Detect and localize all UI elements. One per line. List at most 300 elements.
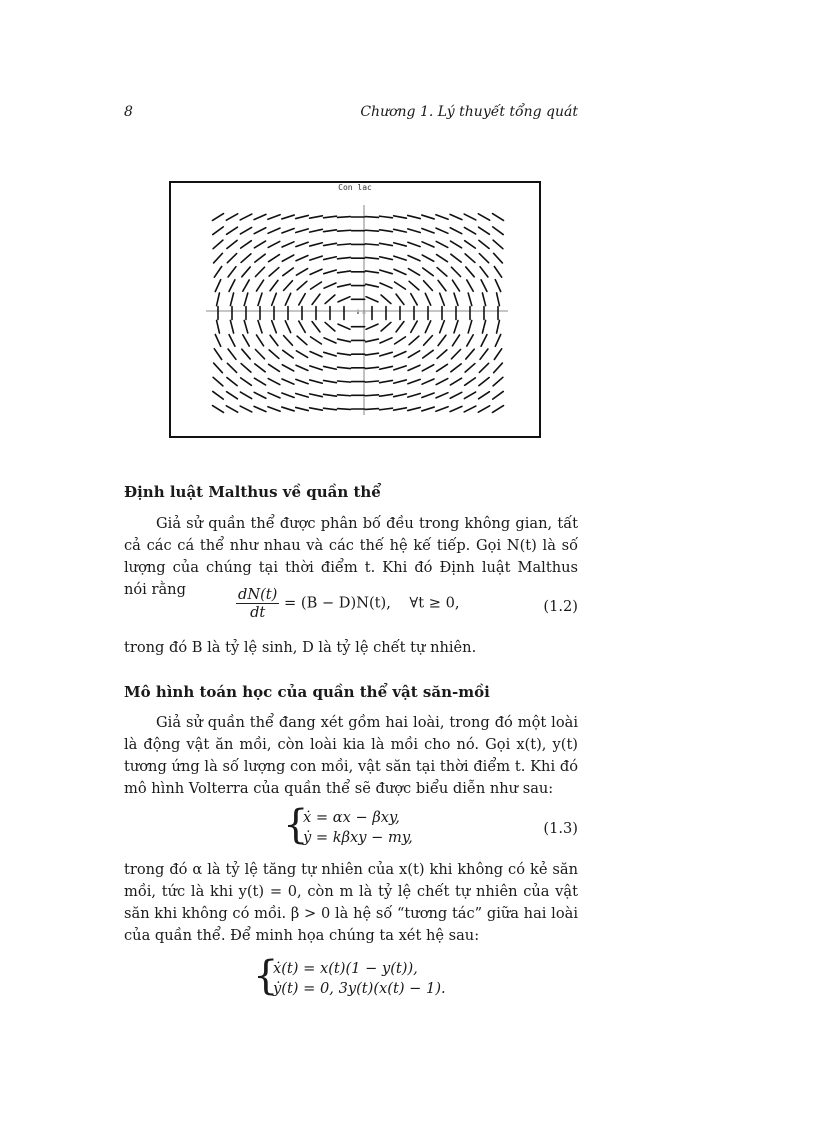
field-arrow bbox=[284, 281, 293, 291]
field-arrow bbox=[394, 394, 407, 397]
field-arrow bbox=[450, 228, 462, 234]
field-arrow bbox=[283, 350, 294, 358]
field-arrow bbox=[450, 392, 462, 398]
field-arrow bbox=[380, 257, 393, 260]
paragraph-volterra-where: trong đó α là tỷ lệ tăng tự nhiên của x(t) khi không có kẻ săn mồi, tức là khi y(t) = 0, còn m là tỷ lệ chết tự nhiên của vật săn khi không có mồi. β > 0 là hệ số “tương tác” giữa hai loài của quần thể. Để minh họa chúng ta xét hệ sau: bbox=[124, 861, 578, 944]
field-arrow bbox=[366, 381, 379, 382]
field-arrow bbox=[310, 394, 323, 397]
field-arrow bbox=[452, 280, 459, 291]
field-arrow bbox=[324, 394, 337, 396]
field-arrow bbox=[284, 336, 293, 346]
field-arrow bbox=[254, 228, 266, 234]
field-arrow bbox=[394, 269, 406, 274]
section-heading-predator-prey: Mô hình toán học của quần thể vật săn-mồi bbox=[124, 683, 490, 701]
section-heading-malthus: Định luật Malthus về quần thể bbox=[124, 483, 381, 501]
field-arrow bbox=[482, 320, 485, 333]
field-arrow bbox=[497, 320, 500, 333]
field-arrow bbox=[229, 335, 235, 347]
page-number: 8 bbox=[124, 104, 133, 120]
field-arrow bbox=[213, 391, 224, 399]
field-arrow bbox=[492, 214, 503, 221]
field-arrow bbox=[423, 268, 434, 276]
field-arrow bbox=[324, 408, 337, 410]
field-arrow bbox=[495, 335, 500, 347]
field-arrow bbox=[229, 280, 235, 292]
field-arrow bbox=[494, 363, 503, 373]
field-arrow bbox=[255, 349, 264, 358]
equation-label-1-2: (1.2) bbox=[543, 598, 578, 615]
field-arrow bbox=[494, 266, 501, 277]
field-arrow bbox=[497, 293, 500, 306]
field-arrow bbox=[494, 349, 501, 360]
field-arrow bbox=[381, 295, 391, 304]
field-arrow bbox=[422, 242, 434, 247]
field-arrow bbox=[481, 335, 487, 347]
field-arrow bbox=[324, 216, 337, 218]
field-arrow bbox=[380, 408, 393, 410]
field-arrow bbox=[310, 380, 323, 383]
field-arrow bbox=[324, 338, 336, 343]
field-arrow bbox=[451, 254, 461, 262]
field-arrow bbox=[366, 257, 379, 258]
field-arrow bbox=[299, 321, 305, 332]
field-arrow bbox=[394, 243, 407, 246]
field-arrow bbox=[230, 293, 233, 306]
field-arrow bbox=[214, 266, 221, 277]
field-arrow bbox=[452, 335, 459, 346]
field-arrow bbox=[282, 407, 294, 411]
field-arrow bbox=[282, 365, 293, 371]
field-arrow bbox=[268, 407, 280, 412]
field-arrow bbox=[299, 294, 305, 305]
field-arrow bbox=[467, 280, 473, 291]
field-arrow bbox=[440, 321, 445, 333]
paragraph-volterra-intro: Giả sử quần thể đang xét gồm hai loài, trong đó một loài là động vật ăn mồi, còn loài kia là mồi cho nó. Gọi x(t), y(t) tương ứng là số lượng con mồi, vật săn tại thời điểm t. Khi đó mô hình Volterra của quần thể sẽ được biểu diễn như sau: bbox=[124, 714, 578, 797]
system-brace-example: { bbox=[253, 953, 279, 999]
field-arrow bbox=[215, 335, 220, 347]
field-arrow bbox=[258, 293, 262, 305]
field-arrow bbox=[338, 217, 351, 218]
field-arrow bbox=[312, 294, 320, 304]
field-arrow bbox=[270, 335, 278, 345]
field-arrow bbox=[296, 393, 308, 397]
field-arrow bbox=[380, 216, 393, 218]
field-arrow bbox=[242, 267, 250, 277]
field-arrow bbox=[254, 392, 266, 398]
paragraph-malthus-where: trong đó B là tỷ lệ sinh, D là tỷ lệ chết tự nhiên. bbox=[124, 639, 477, 656]
field-arrow bbox=[310, 269, 322, 274]
field-arrow bbox=[310, 229, 323, 232]
field-arrow bbox=[310, 243, 323, 246]
field-arrow bbox=[409, 336, 419, 345]
field-arrow bbox=[268, 393, 280, 398]
field-arrow bbox=[311, 282, 322, 289]
field-arrow bbox=[212, 214, 223, 221]
field-arrow bbox=[366, 409, 379, 410]
field-arrow bbox=[296, 242, 308, 246]
field-arrow bbox=[213, 240, 223, 249]
field-arrow bbox=[285, 293, 290, 305]
field-arrow bbox=[366, 271, 379, 273]
field-arrow bbox=[366, 244, 379, 245]
field-arrow bbox=[268, 379, 280, 385]
field-arrow bbox=[437, 364, 448, 371]
field-arrow bbox=[217, 293, 220, 306]
system-brace-1-3: { bbox=[283, 802, 309, 848]
field-arrow bbox=[408, 379, 420, 383]
field-arrow bbox=[464, 406, 476, 412]
field-arrow bbox=[270, 280, 278, 290]
field-arrow bbox=[213, 377, 223, 386]
field-arrow bbox=[296, 269, 307, 276]
field-arrow bbox=[268, 215, 280, 220]
field-arrow bbox=[396, 322, 404, 332]
field-arrow bbox=[436, 393, 448, 398]
field-arrow bbox=[454, 293, 458, 305]
field-arrow bbox=[285, 321, 290, 333]
field-arrow bbox=[366, 339, 379, 342]
field-arrow bbox=[381, 322, 391, 331]
field-arrow bbox=[436, 379, 448, 385]
field-arrow bbox=[436, 407, 448, 412]
field-arrow bbox=[467, 335, 473, 346]
field-arrow bbox=[338, 257, 351, 258]
field-arrow bbox=[425, 321, 430, 333]
field-arrow bbox=[422, 407, 434, 411]
field-arrow bbox=[240, 406, 252, 412]
field-arrow bbox=[380, 338, 392, 343]
field-arrow bbox=[478, 214, 489, 220]
field-arrow bbox=[338, 381, 351, 382]
field-arrow bbox=[338, 271, 351, 273]
field-arrow bbox=[408, 393, 420, 397]
field-arrow bbox=[394, 256, 406, 260]
field-arrow bbox=[492, 406, 503, 413]
field-arrow bbox=[338, 409, 351, 410]
field-arrow bbox=[411, 294, 417, 305]
field-arrow bbox=[214, 253, 223, 263]
field-arrow bbox=[408, 242, 420, 246]
field-arrow bbox=[366, 297, 378, 302]
field-arrow bbox=[241, 254, 251, 263]
field-arrow bbox=[479, 254, 488, 263]
field-arrow bbox=[494, 253, 503, 263]
field-arrow bbox=[255, 254, 265, 262]
eq-fraction-numerator: dN(t) bbox=[238, 586, 278, 603]
field-arrow bbox=[256, 335, 263, 346]
running-title: Chương 1. Lý thuyết tổng quát bbox=[360, 104, 578, 120]
field-arrow bbox=[296, 379, 308, 383]
system-example-line1: ẋ(t) = x(t)(1 − y(t)), bbox=[273, 960, 418, 977]
field-arrow bbox=[268, 241, 280, 247]
eq-fraction-denominator: dt bbox=[250, 604, 266, 621]
field-arrow bbox=[296, 215, 309, 218]
field-arrow bbox=[241, 241, 252, 248]
field-arrow bbox=[493, 227, 504, 235]
field-arrow bbox=[411, 321, 417, 332]
field-arrow bbox=[338, 230, 351, 231]
field-arrow bbox=[338, 353, 351, 355]
field-arrow bbox=[380, 380, 393, 382]
field-arrow bbox=[450, 241, 461, 248]
field-arrow bbox=[408, 229, 420, 233]
field-arrow bbox=[465, 364, 475, 373]
field-arrow bbox=[466, 349, 474, 359]
field-arrow bbox=[479, 363, 488, 372]
field-arrow bbox=[268, 228, 280, 233]
field-arrow bbox=[324, 243, 337, 245]
field-arrow bbox=[243, 280, 249, 291]
eq-rhs: = (B − D)N(t), ∀t ≥ 0, bbox=[284, 594, 460, 612]
field-arrow bbox=[254, 241, 265, 248]
field-arrow bbox=[227, 240, 237, 248]
field-arrow bbox=[479, 378, 489, 386]
field-arrow bbox=[244, 320, 248, 332]
field-arrow bbox=[338, 339, 351, 342]
field-arrow bbox=[226, 406, 237, 412]
field-arrow bbox=[282, 228, 294, 232]
field-arrow bbox=[425, 293, 430, 305]
field-arrow bbox=[422, 255, 433, 261]
field-arrow bbox=[217, 320, 220, 333]
field-arrow bbox=[241, 364, 251, 373]
field-arrow bbox=[324, 366, 337, 369]
field-arrow bbox=[228, 267, 236, 277]
field-arrow bbox=[380, 394, 393, 396]
field-arrow bbox=[394, 380, 407, 383]
field-arrow bbox=[241, 378, 252, 385]
field-arrow bbox=[465, 254, 475, 263]
field-arrow bbox=[422, 365, 433, 371]
field-arrow bbox=[422, 228, 434, 232]
field-arrow bbox=[436, 228, 448, 233]
page-header bbox=[124, 104, 578, 124]
field-arrow bbox=[422, 215, 434, 219]
field-arrow bbox=[254, 214, 266, 219]
field-arrow bbox=[451, 349, 460, 358]
field-arrow bbox=[324, 257, 337, 260]
equation-1-2 bbox=[236, 586, 460, 621]
field-arrow bbox=[394, 352, 406, 357]
field-arrow bbox=[310, 366, 322, 370]
field-arrow bbox=[366, 284, 379, 287]
field-arrow bbox=[214, 363, 223, 373]
field-arrow bbox=[394, 366, 406, 370]
field-arrow bbox=[282, 393, 294, 397]
field-arrow bbox=[408, 256, 420, 261]
field-arrow bbox=[255, 364, 265, 372]
system-1-3-line1: ẋ = αx − βxy, bbox=[303, 809, 400, 826]
field-arrow bbox=[297, 336, 307, 345]
field-arrow bbox=[214, 349, 221, 360]
field-arrow bbox=[258, 321, 262, 333]
field-arrow bbox=[380, 230, 393, 232]
field-arrow bbox=[408, 365, 420, 370]
field-arrow bbox=[296, 365, 308, 370]
field-arrow bbox=[451, 364, 461, 372]
field-arrow bbox=[310, 256, 322, 260]
field-arrow bbox=[227, 227, 238, 234]
field-arrow bbox=[230, 320, 233, 333]
field-arrow bbox=[338, 324, 350, 329]
field-arrow bbox=[437, 350, 447, 359]
field-arrow bbox=[282, 255, 293, 261]
field-arrow bbox=[338, 284, 351, 287]
field-arrow bbox=[493, 377, 503, 386]
field-arrow bbox=[226, 214, 237, 220]
field-arrow bbox=[255, 267, 264, 276]
field-arrow bbox=[282, 242, 294, 247]
field-arrow bbox=[380, 270, 392, 274]
field-arrow bbox=[269, 255, 280, 262]
field-arrow bbox=[240, 392, 251, 399]
field-arrow bbox=[256, 280, 263, 291]
field-arrow bbox=[408, 351, 419, 358]
field-arrow bbox=[269, 350, 279, 359]
field-arrow bbox=[394, 408, 407, 410]
field-arrow bbox=[283, 268, 294, 276]
field-arrow bbox=[440, 293, 445, 305]
field-arrow bbox=[423, 350, 434, 358]
field-arrow bbox=[240, 214, 252, 220]
field-arrow bbox=[481, 280, 487, 292]
field-arrow bbox=[213, 227, 224, 235]
field-arrow bbox=[437, 268, 447, 277]
field-arrow bbox=[380, 366, 393, 369]
field-arrow bbox=[495, 280, 500, 292]
field-arrow bbox=[395, 282, 406, 289]
field-arrow bbox=[296, 256, 308, 261]
field-arrow bbox=[422, 379, 434, 384]
field-arrow bbox=[366, 230, 379, 231]
field-arrow bbox=[310, 216, 323, 218]
field-arrow bbox=[437, 255, 448, 262]
field-arrow bbox=[424, 281, 433, 291]
field-arrow bbox=[438, 280, 446, 290]
field-arrow bbox=[215, 280, 220, 292]
system-example-line2: ẏ(t) = 0, 3y(t)(x(t) − 1). bbox=[273, 980, 446, 997]
field-arrow bbox=[296, 407, 309, 410]
field-arrow bbox=[396, 294, 404, 304]
paragraph-malthus-intro: Giả sử quần thể được phân bố đều trong không gian, tất cả các cá thể như nhau và các thế hệ kế tiếp. Gọi N(t) là số lượng của chúng tại thời điểm t. Khi đó Định luật Malthus nói rằng bbox=[124, 515, 578, 598]
field-arrow bbox=[464, 214, 476, 220]
field-arrow bbox=[325, 295, 335, 304]
field-arrow bbox=[269, 364, 280, 371]
field-arrow bbox=[395, 337, 406, 344]
field-arrow bbox=[465, 378, 476, 385]
field-arrow bbox=[272, 321, 277, 333]
field-arrow bbox=[480, 267, 488, 277]
field-arrow bbox=[464, 392, 475, 399]
field-arrow bbox=[338, 297, 350, 302]
field-arrow bbox=[296, 229, 308, 233]
field-arrow bbox=[227, 363, 236, 372]
field-arrow bbox=[228, 349, 236, 359]
field-arrow bbox=[450, 406, 462, 411]
field-arrow bbox=[408, 407, 421, 410]
field-arrow bbox=[493, 240, 503, 249]
field-arrow bbox=[272, 293, 277, 305]
field-arrow bbox=[466, 267, 474, 277]
field-arrow bbox=[311, 337, 322, 344]
field-arrow bbox=[243, 335, 249, 346]
field-arrow bbox=[436, 241, 448, 247]
field-arrow bbox=[409, 281, 419, 290]
field-arrow bbox=[244, 293, 248, 305]
field-arrow bbox=[366, 324, 378, 329]
figure-title: Con lac bbox=[338, 183, 372, 192]
field-arrow bbox=[478, 406, 489, 412]
field-arrow bbox=[380, 243, 393, 245]
field-arrow bbox=[380, 352, 392, 356]
field-arrow bbox=[254, 406, 266, 411]
field-arrow bbox=[451, 267, 460, 276]
field-arrow bbox=[282, 215, 294, 219]
system-1-3-line2: ẏ = kβxy − my, bbox=[303, 829, 413, 846]
equation-label-1-3: (1.3) bbox=[543, 820, 578, 837]
field-arrow bbox=[366, 367, 379, 368]
field-arrow bbox=[450, 378, 461, 385]
field-arrow bbox=[468, 293, 472, 305]
field-arrow bbox=[310, 352, 322, 357]
field-arrow bbox=[366, 395, 379, 396]
field-arrow bbox=[325, 322, 335, 331]
field-arrow bbox=[312, 322, 320, 332]
field-arrow bbox=[240, 227, 251, 234]
field-arrow bbox=[338, 367, 351, 368]
direction-field-plot bbox=[171, 183, 543, 440]
field-arrow bbox=[324, 283, 336, 288]
field-arrow bbox=[479, 392, 490, 399]
field-arrow bbox=[296, 351, 307, 358]
field-arrow bbox=[324, 352, 336, 356]
field-arrow bbox=[408, 215, 421, 218]
field-arrow bbox=[454, 321, 458, 333]
field-arrow bbox=[465, 241, 476, 248]
direction-field-figure bbox=[169, 181, 541, 438]
field-arrow bbox=[394, 229, 407, 232]
field-arrow bbox=[422, 393, 434, 397]
field-arrow bbox=[254, 378, 265, 385]
field-arrow bbox=[366, 217, 379, 218]
field-arrow bbox=[242, 349, 250, 359]
field-arrow bbox=[324, 230, 337, 232]
field-arrow bbox=[227, 378, 237, 386]
field-arrow bbox=[468, 320, 472, 332]
field-arrow bbox=[479, 227, 490, 234]
field-arrow bbox=[297, 281, 307, 290]
field-arrow bbox=[227, 392, 238, 399]
field-arrow bbox=[380, 283, 392, 288]
field-arrow bbox=[269, 268, 279, 277]
field-arrow bbox=[227, 254, 236, 263]
field-arrow bbox=[338, 395, 351, 396]
field-arrow bbox=[338, 244, 351, 245]
field-arrow bbox=[310, 408, 323, 410]
field-arrow bbox=[408, 269, 419, 276]
field-arrow bbox=[438, 335, 446, 345]
field-arrow bbox=[450, 214, 462, 219]
field-arrow bbox=[479, 240, 489, 248]
field-arrow bbox=[282, 379, 294, 384]
field-arrow bbox=[464, 227, 475, 234]
field-arrow bbox=[480, 349, 488, 359]
field-arrow bbox=[493, 391, 504, 399]
field-arrow bbox=[482, 293, 485, 306]
field-arrow bbox=[424, 336, 433, 346]
field-arrow bbox=[324, 270, 336, 274]
field-arrow bbox=[366, 353, 379, 355]
